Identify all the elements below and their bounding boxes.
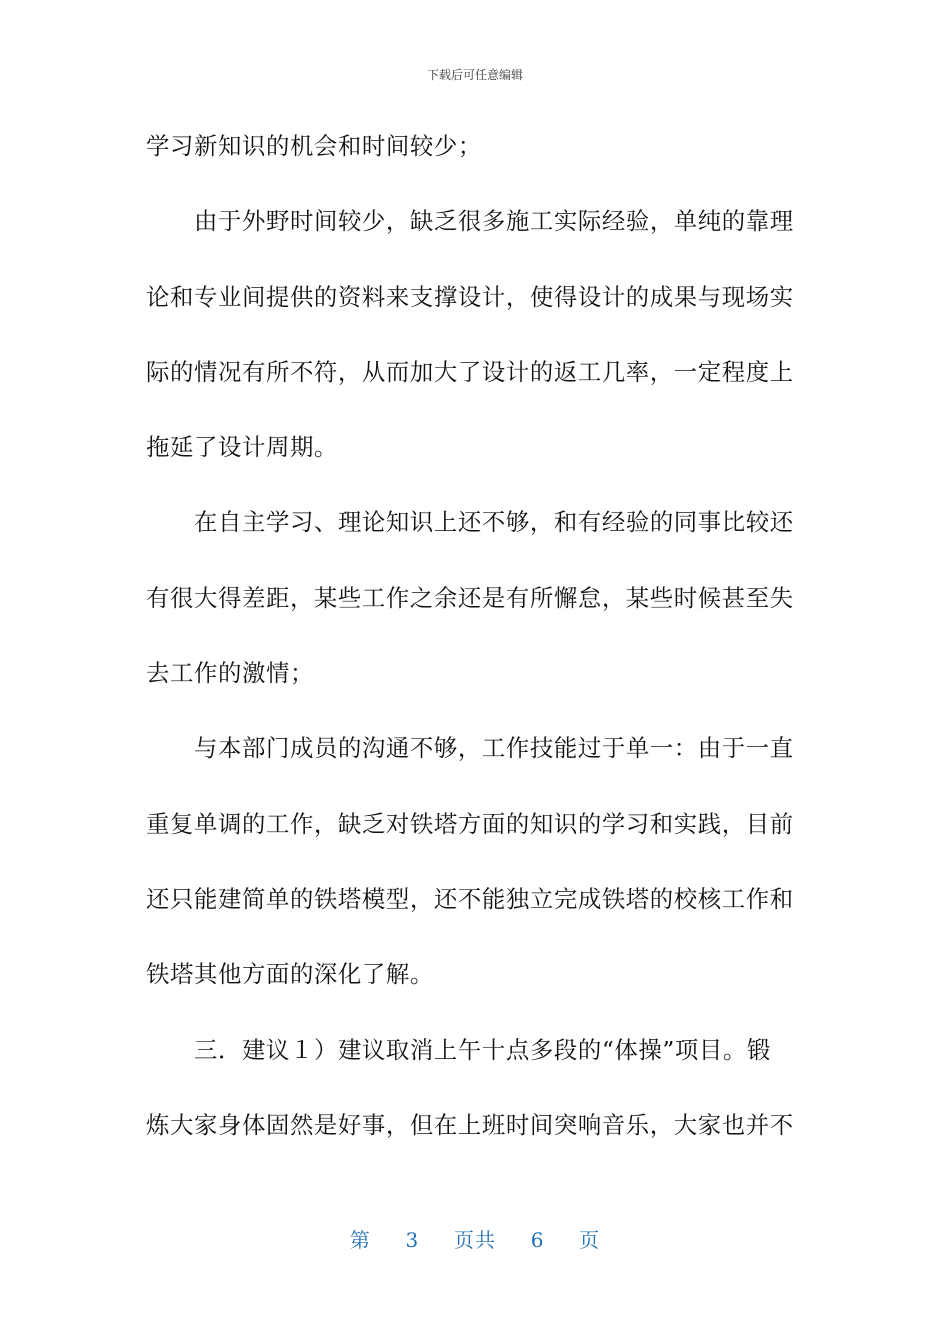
- footer-total-pages: 6: [530, 1228, 545, 1252]
- footer-current-page: 3: [405, 1228, 420, 1252]
- body-line-13: 三．建议１）建议取消上午十点多段的“体操”项目。锻: [194, 1035, 771, 1064]
- body-line-4: 际的情况有所不符，从而加大了设计的返工几率，一定程度上: [146, 357, 794, 386]
- body-line-11: 还只能建简单的铁塔模型，还不能独立完成铁塔的校核工作和: [146, 884, 794, 913]
- footer-page-middle: 页共: [454, 1228, 496, 1252]
- body-line-2: 由于外野时间较少，缺乏很多施工实际经验，单纯的靠理: [194, 207, 794, 236]
- page-footer: [0, 1224, 950, 1253]
- body-line-8: 去工作的激情；: [146, 659, 314, 688]
- body-line-7: 有很大得差距，某些工作之余还是有所懈怠，某些时候甚至失: [146, 583, 794, 612]
- body-line-10: 重复单调的工作，缺乏对铁塔方面的知识的学习和实践，目前: [146, 809, 794, 838]
- footer-page-suffix: 页: [579, 1228, 601, 1252]
- body-line-12: 铁塔其他方面的深化了解。: [146, 960, 434, 989]
- body-line-14: 炼大家身体固然是好事，但在上班时间突响音乐，大家也并不: [146, 1110, 794, 1139]
- document-body: [146, 124, 796, 1178]
- body-line-9: 与本部门成员的沟通不够，工作技能过于单一：由于一直: [194, 734, 794, 763]
- body-line-6: 在自主学习、理论知识上还不够，和有经验的同事比较还: [194, 508, 794, 537]
- header-note: 下载后可任意编辑: [426, 68, 523, 82]
- body-line-1: 学习新知识的机会和时间较少；: [146, 132, 482, 160]
- body-line-3: 论和专业间提供的资料来支撑设计，使得设计的成果与现场实: [146, 282, 794, 311]
- footer-page-prefix: 第: [349, 1228, 371, 1252]
- body-line-5: 拖延了设计周期。: [146, 433, 338, 462]
